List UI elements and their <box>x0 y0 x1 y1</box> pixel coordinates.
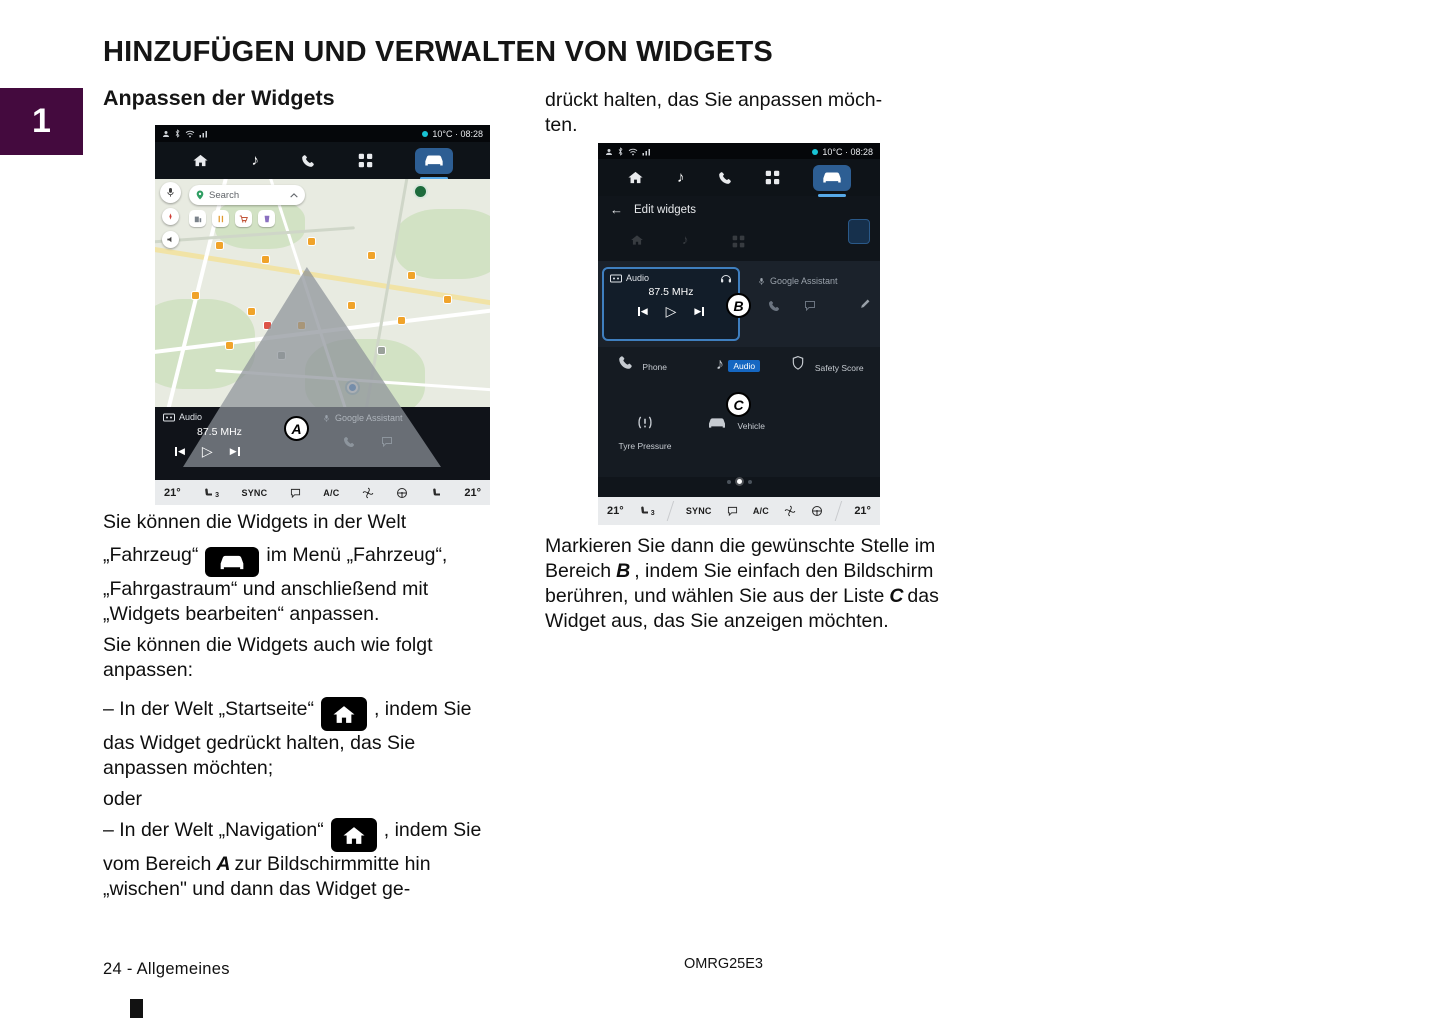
map-category-chip <box>235 210 252 227</box>
widget-tile-phone <box>606 355 684 375</box>
phone-icon <box>768 300 780 312</box>
edit-widgets-header <box>610 203 696 216</box>
divider <box>667 501 674 521</box>
widget-tile-vehicle <box>699 415 777 434</box>
map-poi-marker <box>247 307 256 316</box>
previous-track-icon: ◀ <box>175 447 185 456</box>
widget-tile-safety-score <box>791 355 869 376</box>
phone-icon <box>301 154 315 168</box>
media-controls <box>604 304 738 318</box>
paragraph <box>103 818 501 902</box>
radio-source-icon <box>163 413 175 422</box>
status-icons <box>162 129 208 138</box>
chat-icon <box>727 506 738 516</box>
text-line: drückt halten, das Sie anpassen möch- <box>545 89 883 111</box>
widget-tile-audio <box>699 355 777 374</box>
phone-icon <box>343 436 355 448</box>
chat-icon <box>290 488 301 498</box>
widget-tile-tyre-pressure <box>606 415 684 454</box>
home-icon <box>192 153 209 168</box>
paragraph <box>103 510 501 535</box>
text-segment: zur Bildschirmmitte hin „wischen" und dann das Widget ge- <box>103 853 431 900</box>
text-segment: – In der Welt „Startseite“ <box>103 698 314 720</box>
paragraph <box>545 534 945 634</box>
page-dot <box>727 480 731 484</box>
widget-overlay <box>155 407 490 480</box>
tile-label: Vehicle <box>737 421 765 431</box>
tile-label: Tyre Pressure <box>618 441 672 451</box>
map-green-area <box>395 209 490 279</box>
steering-wheel-icon <box>396 487 408 499</box>
text-segment: , indem Sie einfach den Bildschirm berühren, und wählen Sie aus der Liste <box>545 560 934 607</box>
chat-icon <box>804 300 816 311</box>
tile-label: Phone <box>642 362 668 372</box>
radio-source-icon <box>610 274 622 283</box>
map-poi-marker <box>443 295 452 304</box>
map-poi-marker <box>307 237 316 246</box>
ac-label: A/C <box>752 506 769 516</box>
map-poi-marker <box>225 341 234 350</box>
page-dot-active <box>737 479 742 484</box>
tyre-pressure-icon <box>637 415 653 430</box>
assistant-mic-icon <box>323 414 330 423</box>
seat-icon <box>639 505 650 517</box>
text-line: Sie können die Widgets in der Welt <box>103 511 407 533</box>
section-heading: Anpassen der Widgets <box>103 86 335 110</box>
climate-bar <box>155 480 490 505</box>
audio-widget-title: Audio <box>626 273 650 283</box>
climate-bar <box>598 497 880 525</box>
compass-needle-icon <box>166 212 175 221</box>
divider <box>835 501 842 521</box>
tile-label-selected: Audio <box>728 360 760 372</box>
music-icon: ♪ <box>251 152 259 169</box>
seat-icon <box>431 487 442 499</box>
chat-icon <box>381 436 393 447</box>
sync-label: SYNC <box>685 506 712 516</box>
google-assistant-widget <box>750 267 876 341</box>
music-icon: ♪ <box>715 356 724 373</box>
print-marker <box>130 999 143 1018</box>
map-category-chip <box>212 210 229 227</box>
paragraph <box>103 697 501 781</box>
paragraph <box>545 88 945 138</box>
page-dot <box>748 480 752 484</box>
vehicle-menu-icon <box>205 547 259 577</box>
radio-frequency: 87.5 MHz <box>197 426 242 438</box>
seat-icon <box>203 487 214 499</box>
wifi-icon <box>185 130 195 138</box>
ghost-home-icon <box>630 234 644 246</box>
page-indicator <box>598 479 880 484</box>
paragraph <box>103 633 501 683</box>
map-poi-marker <box>215 241 224 250</box>
sync-label: SYNC <box>241 487 268 498</box>
callout-badge-c: C <box>726 392 751 417</box>
right-column-continuation <box>545 88 945 146</box>
text-segment: das Widget aus, das Sie anzeigen möchten. <box>545 585 939 632</box>
map-search-bar <box>189 185 305 205</box>
status-bar <box>598 143 880 160</box>
audio-widget-title: Audio <box>179 412 203 422</box>
map-category-chip <box>258 210 275 227</box>
status-temp-time: 10°C · 08:28 <box>432 128 483 139</box>
car-icon <box>706 417 728 429</box>
shield-icon <box>791 355 805 371</box>
play-icon: ▷ <box>665 303 677 319</box>
left-column-text <box>103 510 501 910</box>
vehicle-world-button <box>813 165 851 191</box>
google-assistant-widget <box>323 413 483 448</box>
assistant-label: Google Assistant <box>770 276 838 286</box>
right-column-text <box>545 534 945 642</box>
seat-heat-level: 3 <box>215 491 220 499</box>
callout-badge-a: A <box>284 416 309 441</box>
footer-reference-code: OMRG25E3 <box>684 956 763 972</box>
next-track-icon: ▶ <box>694 304 704 318</box>
passenger-temp: 21° <box>464 486 481 499</box>
text-line: oder <box>103 788 143 810</box>
map-poi-marker <box>377 346 386 355</box>
world-nav-bar <box>155 142 490 179</box>
map-poi-marker <box>397 316 406 325</box>
edit-widgets-title: Edit widgets <box>634 203 697 216</box>
text-line: ten. <box>545 114 578 136</box>
status-bar <box>155 125 490 142</box>
search-label: Search <box>209 189 240 201</box>
chevron-up-icon <box>290 193 298 198</box>
headphones-source-icon <box>720 273 732 283</box>
mic-icon <box>166 187 175 198</box>
fan-icon <box>362 487 374 499</box>
apps-grid-icon <box>358 153 373 168</box>
callout-badge-b: B <box>726 293 751 318</box>
chapter-tab: 1 <box>0 88 83 155</box>
play-icon: ▷ <box>201 443 213 459</box>
signal-icon <box>199 130 208 138</box>
speaker-icon <box>166 235 175 244</box>
radio-frequency: 87.5 MHz <box>648 286 694 298</box>
temp-indicator-dot <box>812 149 818 155</box>
text-segment: „Fahrzeug“ <box>103 544 199 566</box>
navigation-world-home-icon <box>331 818 377 852</box>
map-poi-marker <box>191 291 200 300</box>
area-ref-b: B <box>616 560 631 582</box>
area-ref-a: A <box>216 853 231 875</box>
text-segment: – In der Welt „Navigation“ <box>103 819 324 841</box>
media-controls <box>175 444 305 458</box>
ghost-music-icon: ♪ <box>682 232 689 247</box>
vehicle-world-button <box>415 148 453 174</box>
seat-heat-indicator <box>639 505 655 517</box>
text-segment: im Menü „Fahrzeug“, „Fahrgastraum“ und anschließend mit „Widgets bearbeiten“ anpassen. <box>103 544 448 625</box>
status-temp-time: 10°C · 08:28 <box>822 146 873 157</box>
map-category-row <box>189 210 275 227</box>
assistant-label: Google Assistant <box>335 413 403 423</box>
home-icon <box>627 170 644 185</box>
footer-page-label: 24 - Allgemeines <box>103 960 230 978</box>
status-icons <box>605 147 651 156</box>
map-poi-marker <box>367 251 376 260</box>
location-pin-icon <box>196 190 204 200</box>
map-poi-marker <box>261 255 270 264</box>
home-world-icon <box>321 697 367 731</box>
text-segment: Markieren Sie dann die gewünschte Stelle im Bereich <box>545 535 936 582</box>
voice-mic-button <box>160 182 181 203</box>
music-icon: ♪ <box>676 169 685 186</box>
text-segment: , indem Sie das Widget gedrückt halten, das Sie anpassen möchten; <box>103 698 472 779</box>
screenshot-edit-widgets <box>598 143 880 525</box>
car-icon <box>820 171 844 184</box>
world-nav-bar <box>598 159 880 196</box>
wifi-icon <box>628 148 638 156</box>
map-category-chip <box>189 210 206 227</box>
screenshot-navigation-world <box>155 125 490 505</box>
page-title: HINZUFÜGEN UND VERWALTEN VON WIDGETS <box>103 36 773 68</box>
compass-button <box>162 208 179 225</box>
paragraph <box>103 787 501 812</box>
car-icon <box>422 154 446 167</box>
profile-icon <box>162 130 170 138</box>
bluetooth-icon <box>174 129 181 138</box>
paragraph <box>103 543 501 627</box>
text-line: Sie können die Widgets auch wie folgt anpassen: <box>103 634 433 681</box>
ac-label: A/C <box>323 487 340 498</box>
passenger-temp: 21° <box>854 505 871 517</box>
profile-icon <box>605 148 613 156</box>
bluetooth-icon <box>617 147 624 156</box>
signal-icon <box>642 148 651 156</box>
assistant-mic-icon <box>758 277 765 286</box>
next-track-icon: ▶ <box>230 447 240 456</box>
temp-indicator-dot <box>422 131 428 137</box>
steering-wheel-icon <box>811 505 823 517</box>
seat-heat-level: 3 <box>650 510 655 517</box>
driver-temp: 21° <box>164 486 181 499</box>
tile-label: Safety Score <box>814 363 864 373</box>
phone-icon <box>618 355 633 370</box>
list-ref-c: C <box>889 585 904 607</box>
back-icon: ← <box>610 202 623 217</box>
map-poi-marker <box>347 301 356 310</box>
edit-pencil-icon <box>859 297 872 310</box>
ghost-grid-icon <box>732 235 745 248</box>
map-traffic-button <box>413 184 428 199</box>
map-poi-marker <box>407 271 416 280</box>
ghost-selected-tab <box>848 219 870 244</box>
driver-temp: 21° <box>607 505 624 517</box>
apps-grid-icon <box>765 170 780 185</box>
seat-heat-indicator <box>203 487 219 499</box>
phone-icon <box>718 171 732 185</box>
previous-track-icon: ◀ <box>638 304 648 318</box>
volume-button <box>162 231 179 248</box>
fan-icon <box>784 505 796 517</box>
audio-widget <box>155 407 305 458</box>
audio-widget-selected <box>602 267 740 341</box>
text-segment: , indem Sie vom Bereich <box>103 819 482 875</box>
